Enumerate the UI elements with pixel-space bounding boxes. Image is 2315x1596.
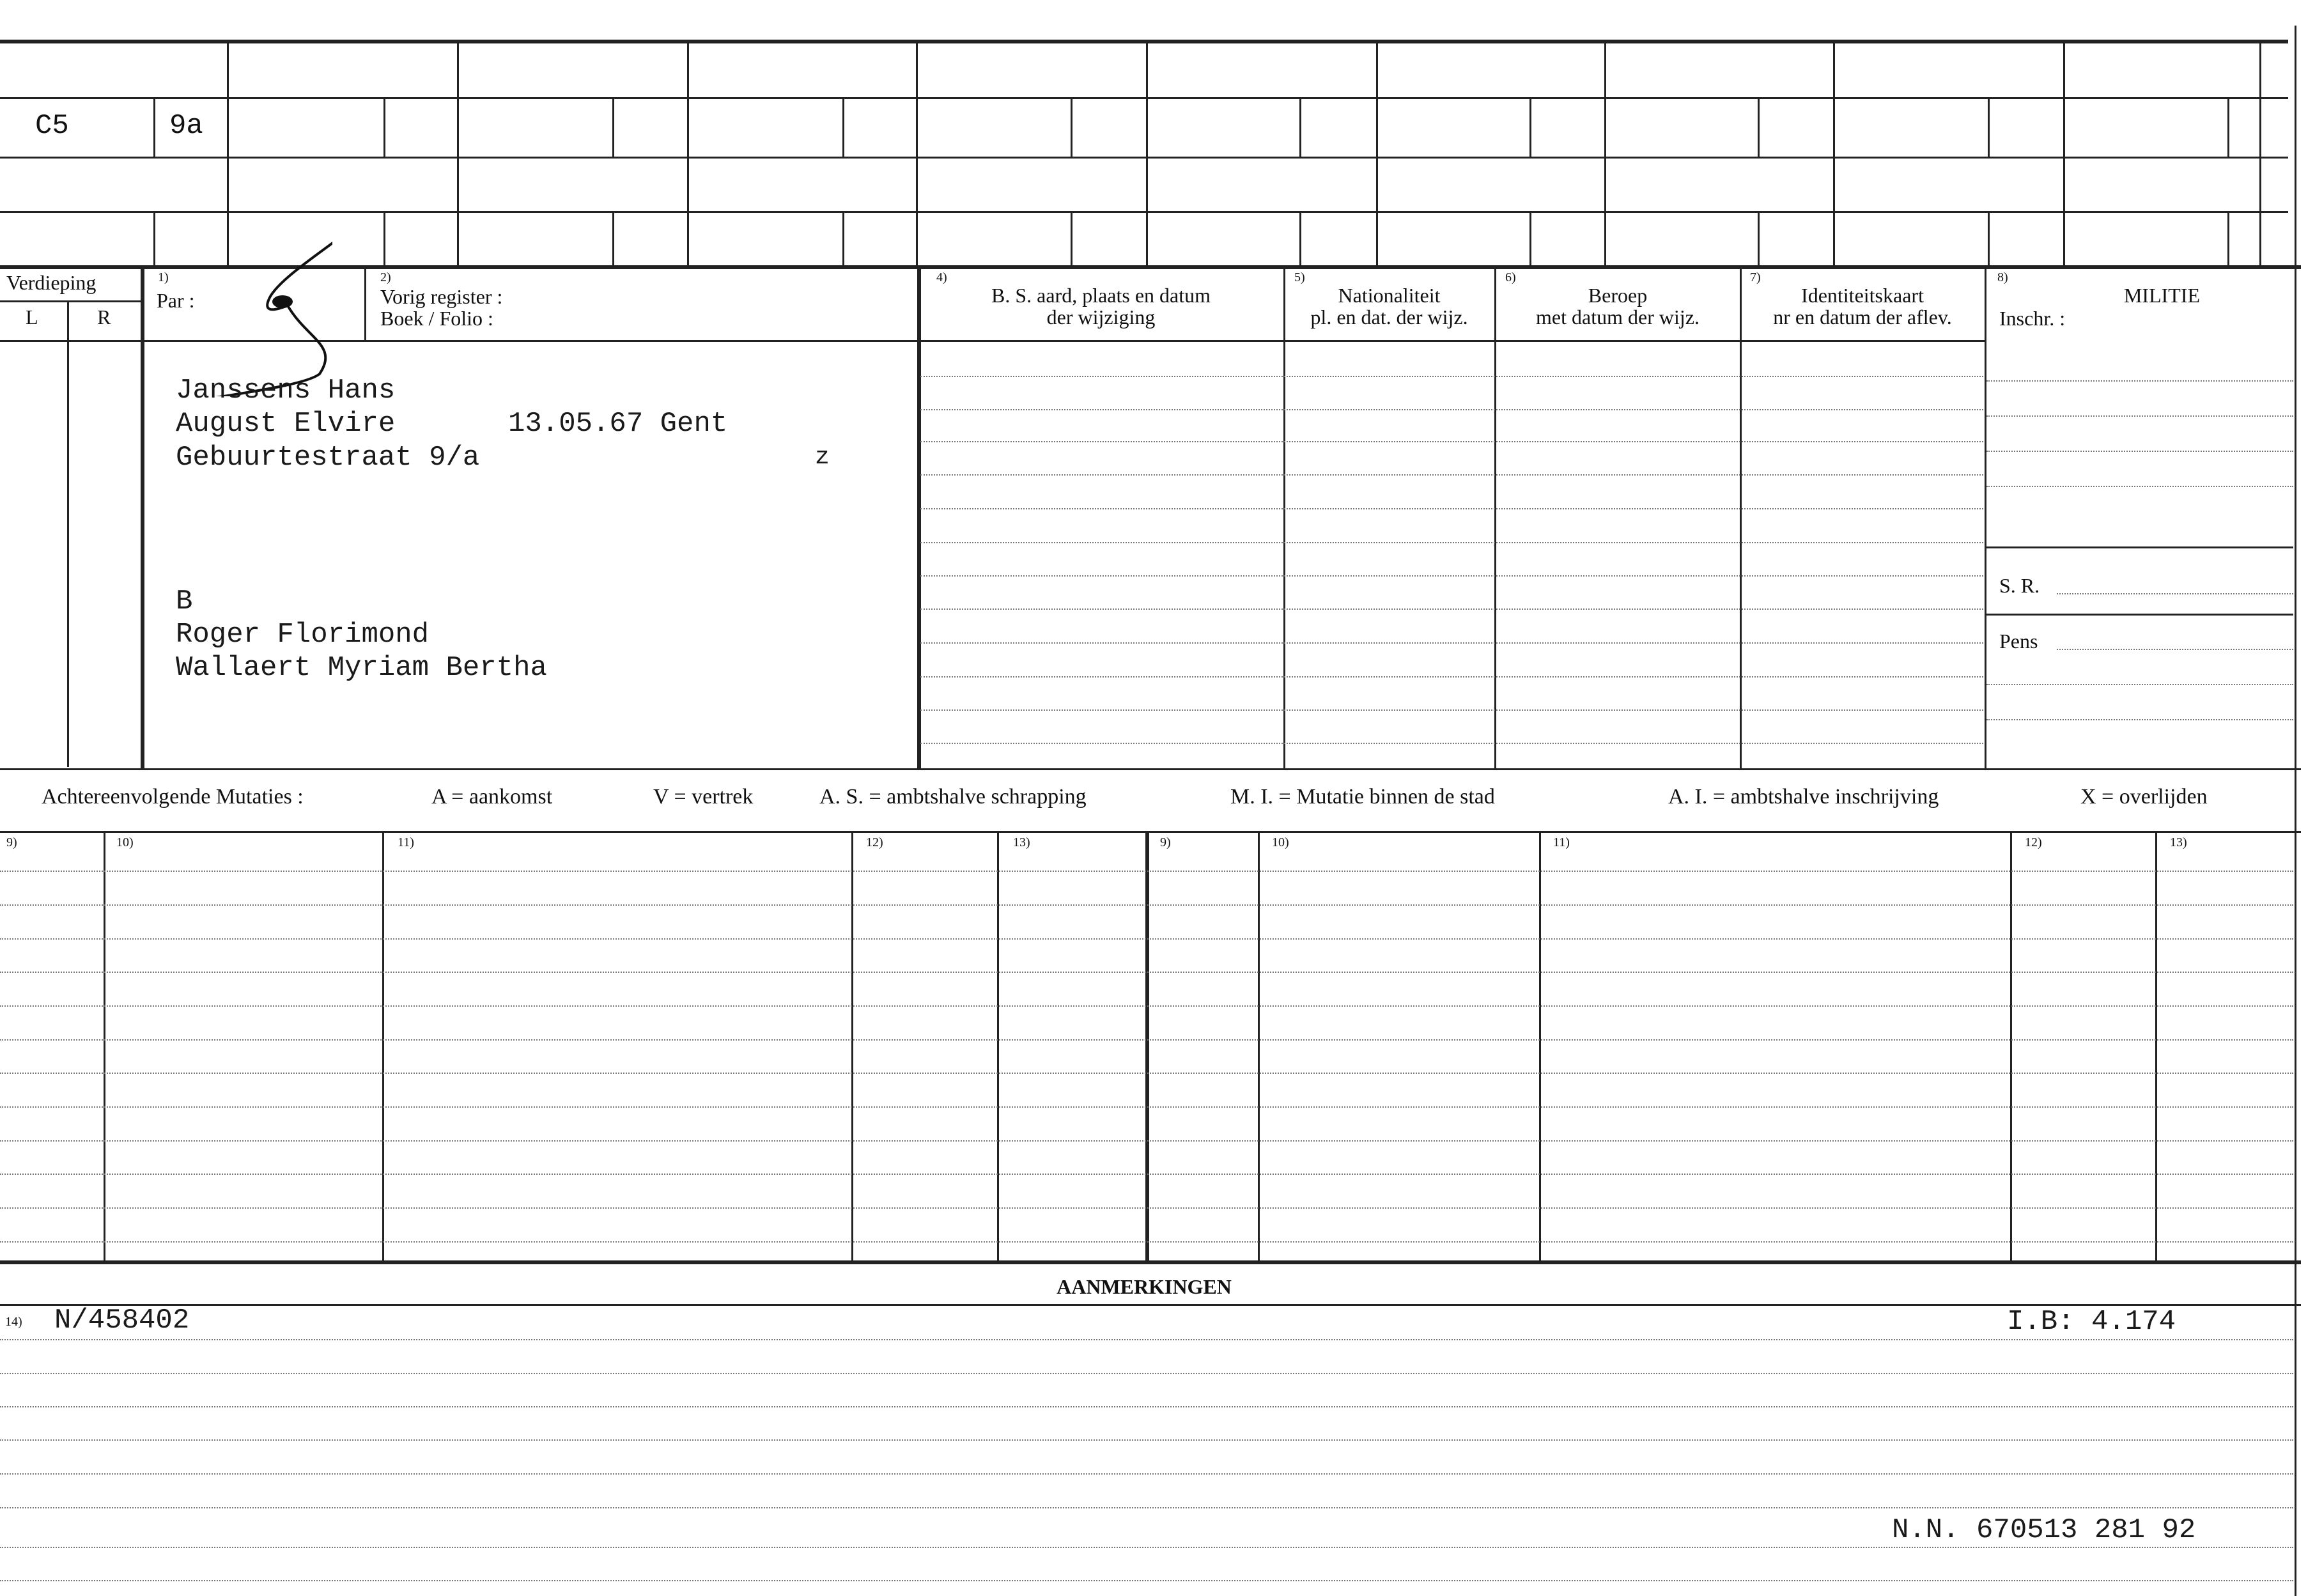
birth-date-place: 13.05.67 Gent — [508, 408, 728, 440]
remarks-nn: N.N. 670513 281 92 — [1892, 1514, 2196, 1546]
mut-left-col-10: 10) — [116, 835, 134, 849]
mark-z: z — [815, 444, 830, 471]
mut-right-col-10: 10) — [1272, 835, 1289, 849]
mut-left-col-9: 9) — [6, 835, 17, 849]
legend-v: V = vertrek — [653, 785, 754, 809]
col6-header-2: met datum der wijz. — [1536, 306, 1699, 329]
col6-number: 6) — [1505, 270, 1516, 284]
col1-number: 1) — [158, 270, 169, 284]
mut-right-col-9: 9) — [1160, 835, 1171, 849]
remarks-number: 14) — [5, 1315, 22, 1329]
mut-right-col-11: 11) — [1553, 835, 1570, 849]
col4-number: 4) — [936, 270, 947, 284]
remarks-title: AANMERKINGEN — [1057, 1275, 1232, 1298]
parent-2: Wallaert Myriam Bertha — [176, 652, 547, 684]
pens-label: Pens — [1999, 630, 2038, 653]
mut-left-col-11: 11) — [398, 835, 414, 849]
mutation-legend — [0, 785, 2295, 813]
col7-header-2: nr en datum der aflev. — [1773, 306, 1952, 329]
col4-header-1: B. S. aard, plaats en datum — [991, 284, 1211, 307]
remarks-ib: I.B: 4.174 — [2007, 1306, 2176, 1338]
legend-x: X = overlijden — [2080, 785, 2208, 809]
person-name: Janssens Hans — [176, 375, 396, 407]
col7-number: 7) — [1750, 270, 1761, 284]
mut-left-col-13: 13) — [1013, 835, 1030, 849]
col7-header-1: Identiteitskaart — [1801, 284, 1924, 307]
legend-mi: M. I. = Mutatie binnen de stad — [1230, 785, 1495, 809]
col6-header-1: Beroep — [1588, 284, 1648, 307]
boek-folio-label: Boek / Folio : — [380, 307, 493, 330]
col8-number: 8) — [1997, 270, 2008, 284]
col4-header-2: der wijziging — [1046, 306, 1156, 329]
legend-ai: A. I. = ambtshalve inschrijving — [1668, 785, 1939, 809]
col5-number: 5) — [1294, 270, 1305, 284]
mut-right-col-13: 13) — [2170, 835, 2187, 849]
sr-label: S. R. — [1999, 574, 2040, 597]
inschr-label: Inschr. : — [1999, 307, 2066, 330]
b-label: B — [176, 585, 193, 617]
vorig-register-label: Vorig register : — [380, 285, 503, 308]
top-code-2: 9a — [169, 110, 203, 142]
legend-as: A. S. = ambtshalve schrapping — [819, 785, 1087, 809]
handwritten-signature — [141, 230, 332, 396]
militie-title: MILITIE — [2123, 284, 2201, 307]
col5-header-1: Nationaliteit — [1338, 284, 1441, 307]
parent-1: Roger Florimond — [176, 619, 430, 651]
par-label: Par : — [157, 289, 195, 312]
remarks-reference: N/458402 — [54, 1305, 190, 1336]
legend-a: A = aankomst — [431, 785, 553, 809]
address: Gebuurtestraat 9/a — [176, 442, 480, 474]
col2-number: 2) — [380, 270, 391, 284]
mut-right-col-12: 12) — [2025, 835, 2042, 849]
verdieping-left: L — [26, 306, 38, 329]
mut-left-col-12: 12) — [866, 835, 883, 849]
person-firstnames: August Elvire — [176, 408, 396, 440]
verdieping-label: Verdieping — [6, 271, 97, 294]
legend-title: Achtereenvolgende Mutaties : — [42, 785, 304, 809]
col5-header-2: pl. en dat. der wijz. — [1310, 306, 1468, 329]
top-code-1: C5 — [35, 110, 69, 142]
verdieping-right: R — [97, 306, 111, 329]
